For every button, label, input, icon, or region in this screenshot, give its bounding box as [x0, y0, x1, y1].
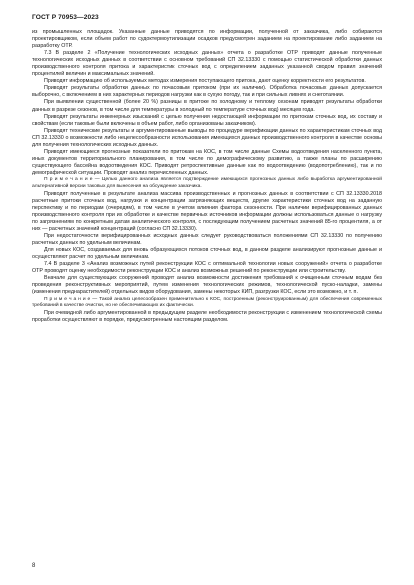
paragraph: Вначале для существующих сооружений проводят анализ возможности достижения требований к очищенным сточным водам без проведения реконструктивных мероприятий, путем изменения технологических режимов, технологической пуско-наладки, замены (изменения преднарастителей) отдельных видов оборудования, замены некоторых КИП, разгрузки КОС, если это возможно, и т. п.: [32, 275, 382, 296]
paragraph: Приводят технические результаты и аргументированные выводы по процедуре верификации данных по характеристикам сточных вод СП 32.13330 о возможности либо нецелесообразности использования имеющихся данных производственного контроля в качестве основы для получения технологических исходных данных.: [32, 127, 382, 148]
paragraph: Приводят результаты инженерных изысканий с целью получения недостающей информации по притокам сточных вод, их составу и свойствам (если таковые были включены в объем работ, либо организованы заказчиком).: [32, 113, 382, 127]
paragraph: При выявлении существенной (более 20 %) разницы в притоке по холодному и теплому сезонам приводят результаты обработки данных в разрезе сезонов, в том числе для температуры в холодный по температуре сточных вод) месяцев года.: [32, 99, 382, 113]
paragraph: Приводят информацию об используемых методах измерения поступающего притока, дают оценку корректности его результатов.: [44, 78, 366, 85]
document-body: [32, 29, 382, 324]
paragraph: из промышленных площадок. Указанные данные приводятся по информации, полученной от заказчика, либо собираются проектировщиком, если объем работ по судоктермоутилизации осадков предусмотрен заданием на проектирование либо заданием на разработку ОТР.: [32, 29, 382, 50]
paragraph: Для новых КОС, создаваемых для вновь образующихся потоков сточных вод, в данном разделе анализируют прогнозные данные и осуществляют расчет по удельным величинам.: [32, 247, 382, 261]
paragraph: 7.3 В разделе 2 «Получение технологических исходных данных» отчета о разработке ОТР приводят данные полученные технологических исходных данных в соответствии с основном требований СП 32.13330 с помощью статистической обработки данных производственного контроля притока и характеристик сточных вод с определением заданных указанной сводом правил значений процентилей величин и максимальных значений.: [32, 50, 382, 78]
paragraph: При недостаточности верифицированных исходных данных следует руководствоваться положениями СП 32.13330 по получению расчетных данных по удельным величинам.: [32, 233, 382, 247]
paragraph: 7.4 В разделе 3 «Анализ возможных путей реконструкции КОС с оптимальной технологии новых сооружений» отчета о разработке ОТР проводят оценку необходимости реконструкции КОС и анализ возможных решений по реконструкции или строительству.: [32, 261, 382, 275]
paragraph: Приводят полученные в результате анализа массива производственных и прогнозных данных в соответствии с СП 32.13330.2018 расчетные притоки сточных вод, нагрузки и концентрации загрязняющих веществ, другие характеристики сточных вод на заданную перспективу и по периодам (очередям), в том числе в учетом влияния фактора сезонности. При наличии верифицированных данных производственного контроля при их обработке и качестве первичных источников информации должны использоваться данные о нагрузку по загрязнениям по конкретным датам аналитического контроля, с последующим получением расчетных значений 85-го процентиля, а от них — расчетных значений концентраций (согласно СП 32.13330).: [32, 190, 382, 233]
document-header: ГОСТ Р 70953—2023: [32, 14, 99, 21]
note-paragraph: П р и м е ч а н и е — Целью данного анализа является подтверждение имеющихся прогнозных данных либо выработка аргументированной альтернативной версии таковых для вынесения на обсуждение заказчика.: [32, 177, 382, 189]
paragraph: Приводят имеющиеся прогнозные показатели по притокам на КОС, в том числе данные Схемы водоотведения населенного пункта, иных документов территориального планирования, в том числе по демографическому развитию, а также планы по расширению существующего бассейна водоотведения КОС. Приводят ретроспективные данные как по водоотведению (водопотреблению), так и по демографической ситуации. Проводят анализ перечисленных данных.: [32, 148, 382, 176]
paragraph: Приводят результаты обработки данных по почасовым притоком (при их наличии). Обработка почасовых данных допускается выборочно, с включением в них характерных периодов нагрузки как в сухую погоду, так и при сильных ливнях и снеготаянии.: [32, 85, 382, 99]
note-paragraph: П р и м е ч а н и е — Такой анализ целесообразен применительно к КОС, построенным (реконструированным) для обеспечения современных требований в качестве очистки, но не обеспечивающих их фактически.: [32, 297, 382, 309]
paragraph: При очевидной либо аргументированной в предыдущем разделе необходимости реконструкции с изменением технологической схемы проработки осуществляют в порядке, предусмотренным настоящим разделом.: [32, 310, 382, 324]
page-number: 8: [32, 563, 36, 569]
